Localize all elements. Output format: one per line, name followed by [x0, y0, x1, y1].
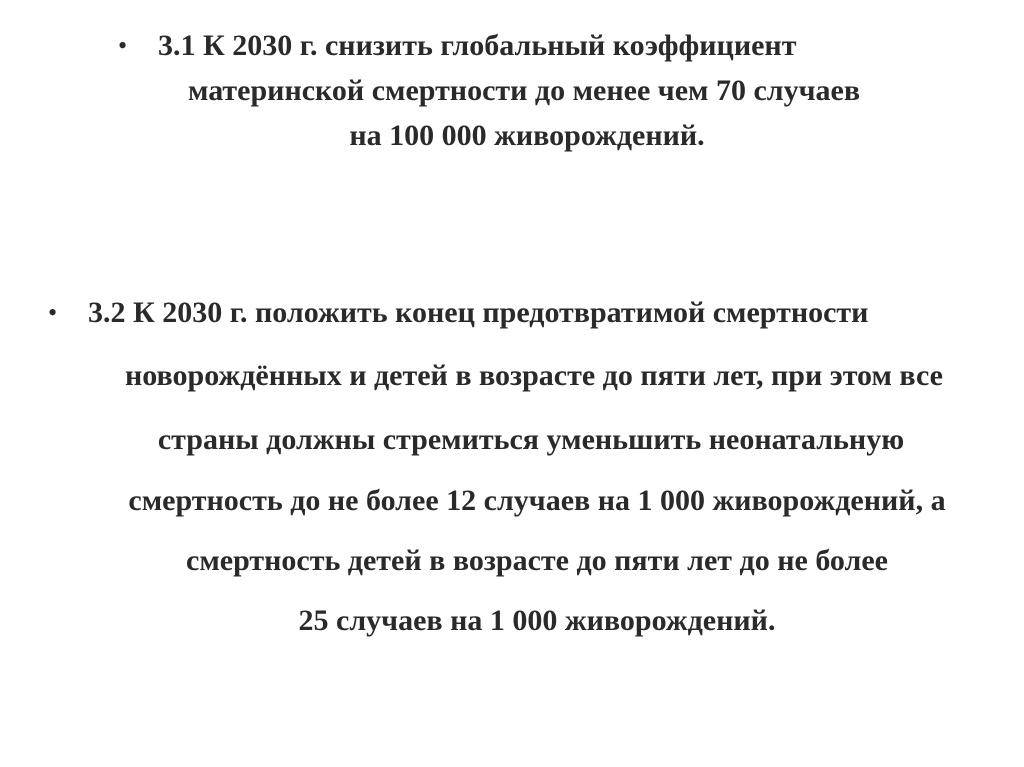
- bullet-line: материнской смертности до менее чем 70 случаев: [187, 74, 861, 107]
- bullet-line: 3.1 К 2030 г. снизить глобальный коэффициент: [158, 29, 797, 62]
- bullet-line: смертность детей в возрасте до пяти лет до не более: [186, 544, 888, 577]
- bullet-line: 25 случаев на 1 000 живорождений.: [298, 604, 776, 637]
- bullet-line: новорождённых и детей в возрасте до пяти лет, при этом все: [125, 359, 943, 392]
- bullet-icon: •: [48, 298, 58, 327]
- bullet-line: на 100 000 живорождений.: [349, 119, 705, 152]
- bullet-line: 3.2 К 2030 г. положить конец предотвратимой смертности: [88, 296, 869, 329]
- bullet-line: смертность до не более 12 случаев на 1 000 живорождений, а: [128, 484, 946, 517]
- bullet-icon: •: [118, 31, 128, 60]
- bullet-line: страны должны стремиться уменьшить неонатальную: [157, 423, 905, 456]
